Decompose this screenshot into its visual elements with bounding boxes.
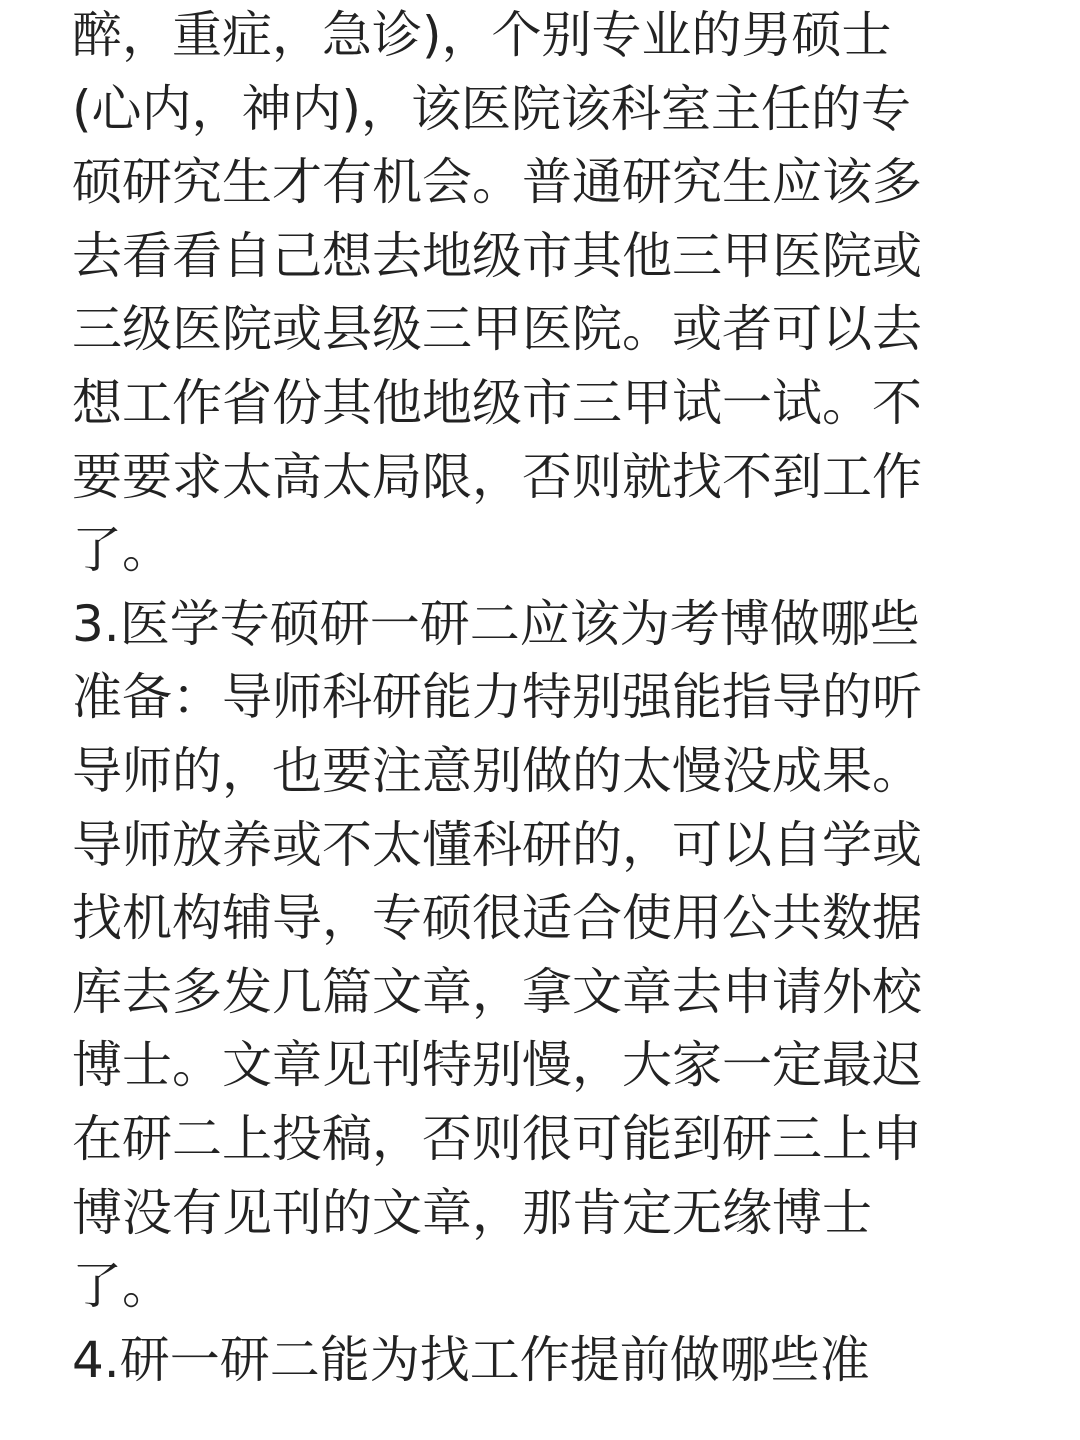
- article-line: 硕研究生才有机会。普通研究生应该多: [72, 153, 922, 212]
- article-line: 找机构辅导，专硕很适合使用公共数据: [72, 889, 922, 948]
- section-heading-3: 3.医学专硕研一研二应该为考博做哪些: [72, 594, 920, 653]
- article-line: 三级医院或县级三甲医院。或者可以去: [72, 300, 922, 359]
- article-line: 去看看自己想去地级市其他三甲医院或: [72, 226, 922, 285]
- article-line: 博没有见刊的文章，那肯定无缘博士: [72, 1183, 872, 1242]
- article-line: 在研二上投稿，否则很可能到研三上申: [72, 1109, 922, 1168]
- article-line: 醉，重症，急诊)，个别专业的男硕士: [72, 6, 892, 64]
- article-line: 导师的，也要注意别做的太慢没成果。: [72, 741, 922, 800]
- article-line: 库去多发几篇文章，拿文章去申请外校: [72, 962, 922, 1021]
- article-line: (心内，神内)，该医院该科室主任的专: [72, 79, 912, 138]
- section-heading-4: 4.研一研二能为找工作提前做哪些准: [72, 1330, 870, 1389]
- article-line: 博士。文章见刊特别慢，大家一定最迟: [72, 1036, 922, 1095]
- article-line: 了。: [72, 521, 172, 580]
- article-line: 要要求太高太局限，否则就找不到工作: [72, 447, 922, 506]
- article-line: 想工作省份其他地级市三甲试一试。不: [72, 373, 922, 432]
- article-line: 了。: [72, 1257, 172, 1316]
- article-line: 准备：导师科研能力特别强能指导的听: [72, 668, 922, 727]
- article-body: [72, 0, 1032, 1397]
- article-line: 导师放养或不太懂科研的，可以自学或: [72, 815, 922, 874]
